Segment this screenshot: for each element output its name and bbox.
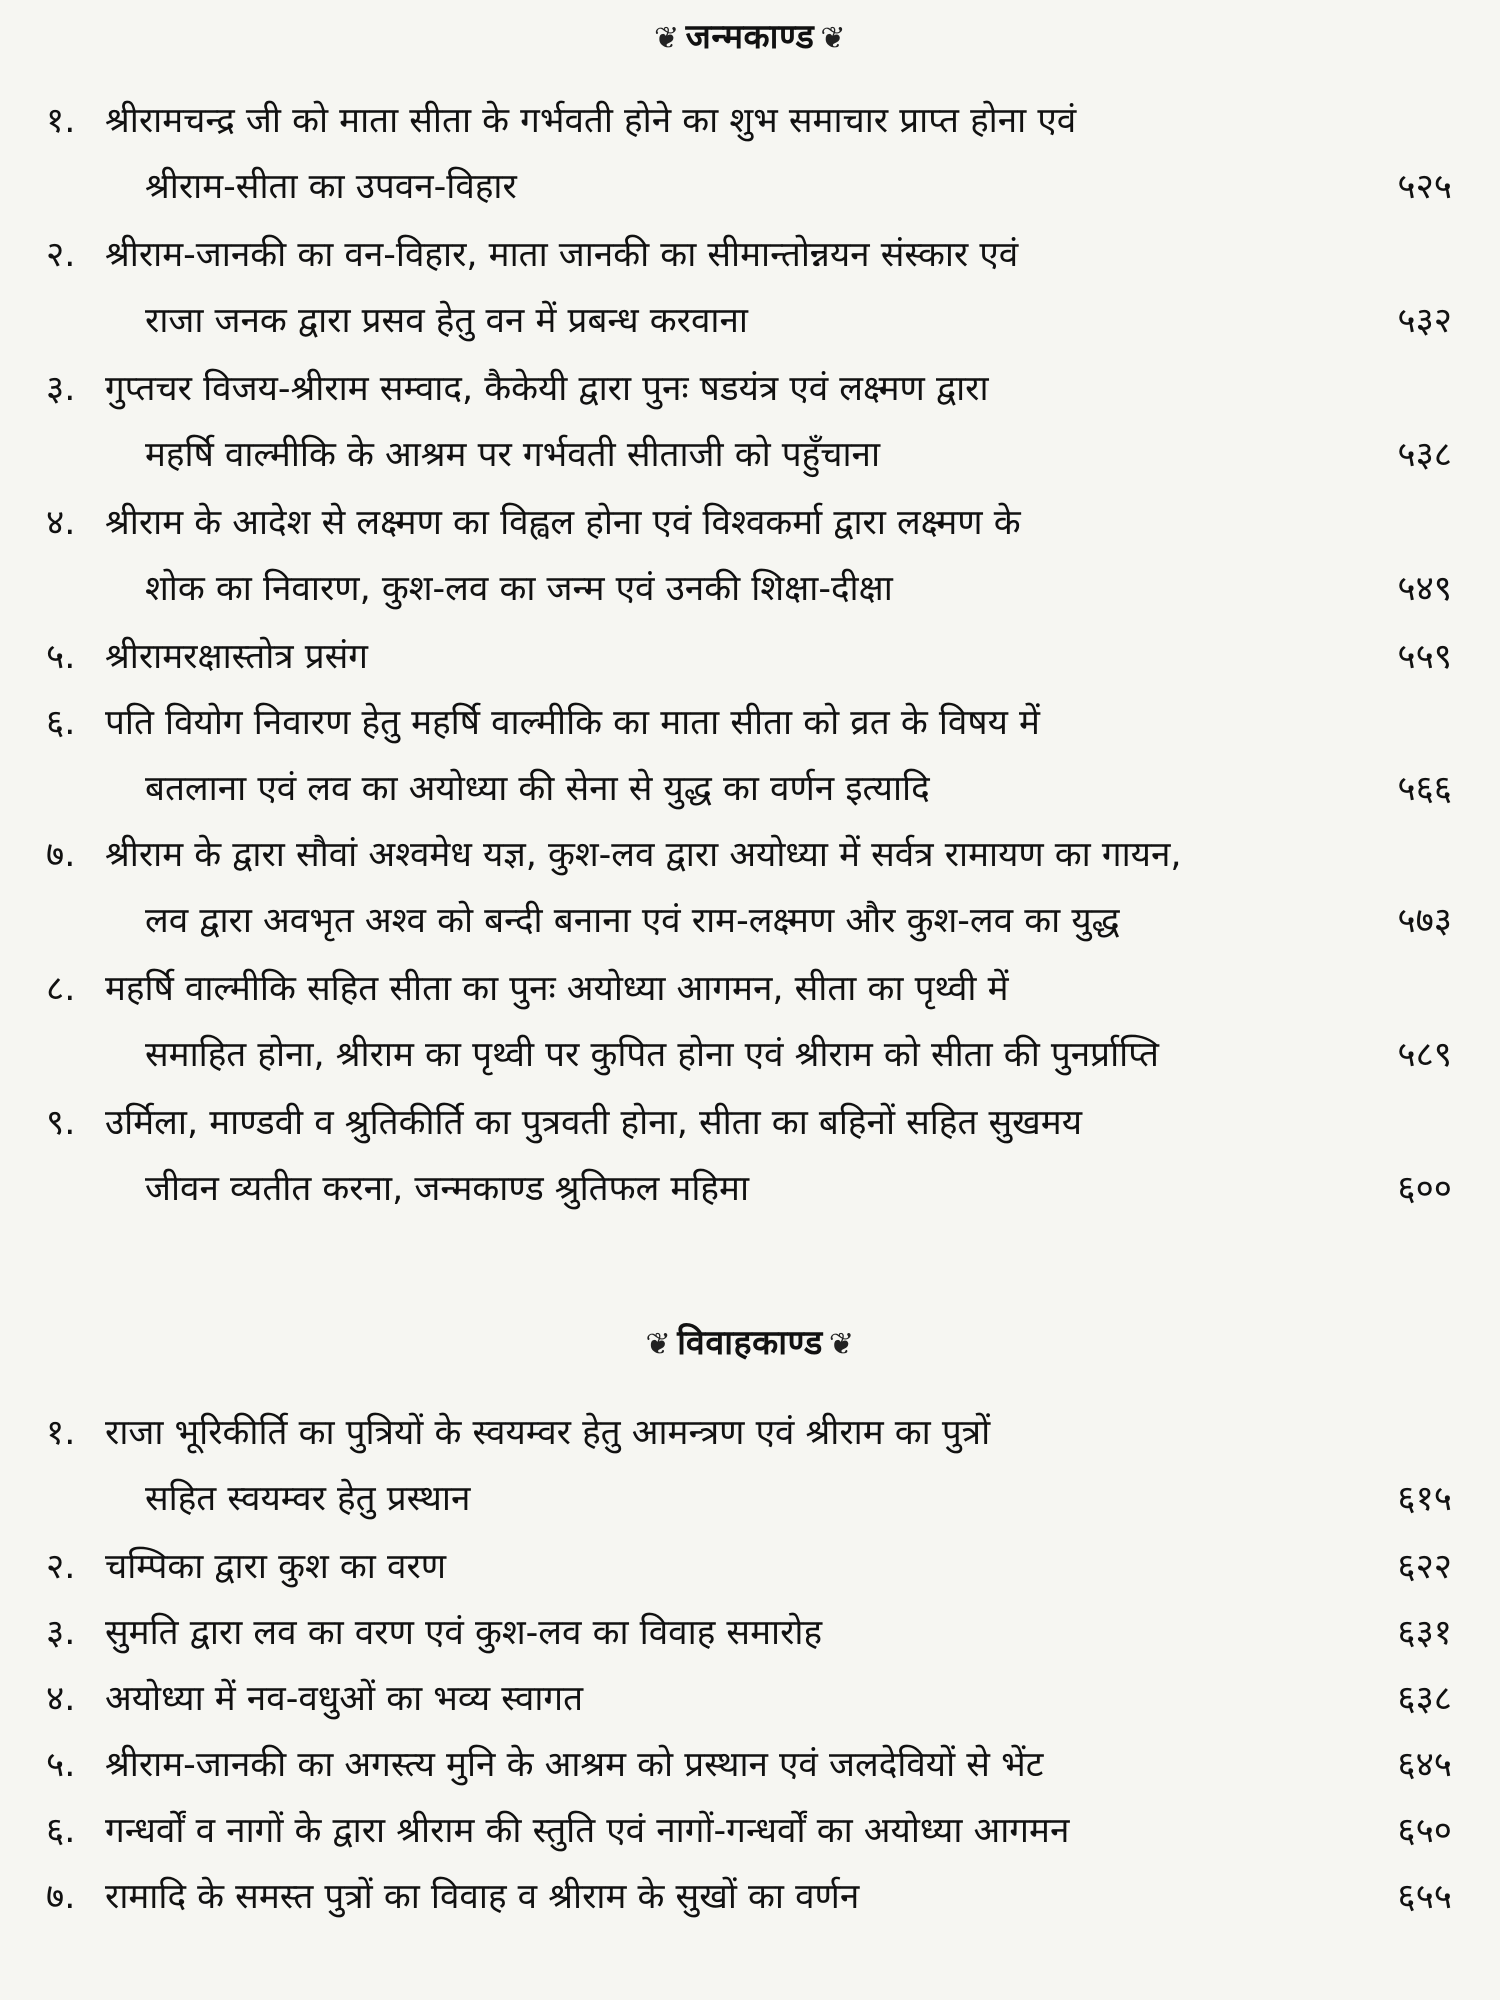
toc-entry[interactable] <box>0 690 1500 822</box>
entry-number: ७. <box>46 835 76 875</box>
entry-title-line-1: रामादि के समस्त पुत्रों का विवाह व श्रीराम के सुखों का वर्णन <box>105 1877 860 1917</box>
entry-number: ७. <box>46 1877 76 1917</box>
ornament-left-icon: ❦ <box>654 21 680 56</box>
entry-title-line-2: शोक का निवारण, कुश-लव का जन्म एवं उनकी शिक्षा-दीक्षा <box>145 569 893 609</box>
entry-number: ४. <box>46 503 76 543</box>
entry-title-line-2: बतलाना एवं लव का अयोध्या की सेना से युद्ध का वर्णन इत्यादि <box>145 769 930 809</box>
entry-number: ६. <box>46 1811 76 1851</box>
toc-entry-line <box>0 1156 1500 1222</box>
entry-page-number: ६३८ <box>1397 1679 1452 1719</box>
entry-number: ३. <box>46 1613 76 1653</box>
entry-number: ५. <box>46 637 76 677</box>
section-title: विवाहकाण्ड <box>677 1323 823 1363</box>
entry-page-number: ६०० <box>1397 1169 1452 1209</box>
toc-entry[interactable] <box>0 88 1500 220</box>
entry-page-number: ५६६ <box>1397 769 1452 809</box>
entry-number: ३. <box>46 369 76 409</box>
entry-title-line-2: महर्षि वाल्मीकि के आश्रम पर गर्भवती सीताजी को पहुँचाना <box>145 435 881 475</box>
ornament-right-icon: ❦ <box>828 1327 855 1362</box>
entry-number: १. <box>46 1413 76 1453</box>
entry-title-line-1: महर्षि वाल्मीकि सहित सीता का पुनः अयोध्या आगमन, सीता का पृथ्वी में <box>105 969 1009 1009</box>
entry-title-line-1: चम्पिका द्वारा कुश का वरण <box>105 1547 447 1587</box>
toc-entry-line <box>0 490 1500 556</box>
entry-page-number: ५५९ <box>1397 637 1452 677</box>
toc-entry-line <box>0 222 1500 288</box>
entry-page-number: ६३१ <box>1397 1613 1452 1653</box>
toc-entry-line <box>0 690 1500 756</box>
entry-title-line-2: सहित स्वयम्वर हेतु प्रस्थान <box>145 1479 471 1519</box>
toc-entry-line <box>0 1666 1500 1732</box>
toc-entry-line <box>0 1600 1500 1666</box>
toc-entry[interactable] <box>0 624 1500 690</box>
entry-number: २. <box>46 235 76 275</box>
entry-page-number: ५३२ <box>1397 301 1452 341</box>
toc-entry-line <box>0 1022 1500 1088</box>
toc-entry[interactable] <box>0 1400 1500 1532</box>
toc-entry-line <box>0 1534 1500 1600</box>
toc-entry[interactable] <box>0 1798 1500 1864</box>
toc-entry[interactable] <box>0 1534 1500 1600</box>
entry-page-number: ६५० <box>1397 1811 1452 1851</box>
ornament-right-icon: ❦ <box>820 21 846 56</box>
toc-entry-line <box>0 1466 1500 1532</box>
entry-number: ६. <box>46 703 76 743</box>
entry-page-number: ६२२ <box>1397 1547 1452 1587</box>
toc-entry[interactable] <box>0 1666 1500 1732</box>
entry-title-line-1: श्रीरामचन्द्र जी को माता सीता के गर्भवती होने का शुभ समाचार प्राप्त होना एवं <box>105 101 1077 141</box>
entry-page-number: ६५५ <box>1397 1877 1452 1917</box>
entry-title-line-2: जीवन व्यतीत करना, जन्मकाण्ड श्रुतिफल महिमा <box>145 1169 750 1209</box>
entry-title-line-1: पति वियोग निवारण हेतु महर्षि वाल्मीकि का माता सीता को व्रत के विषय में <box>105 703 1040 743</box>
toc-entry-line <box>0 154 1500 220</box>
toc-entry[interactable] <box>0 1732 1500 1798</box>
entry-number: १. <box>46 101 76 141</box>
entry-title-line-1: श्रीराम के द्वारा सौवां अश्वमेध यज्ञ, कुश-लव द्वारा अयोध्या में सर्वत्र रामायण का गायन, <box>105 835 1182 875</box>
toc-entry[interactable] <box>0 822 1500 954</box>
toc-entry-line <box>0 888 1500 954</box>
entry-title-line-1: उर्मिला, माण्डवी व श्रुतिकीर्ति का पुत्रवती होना, सीता का बहिनों सहित सुखमय <box>105 1103 1083 1143</box>
entry-number: ४. <box>46 1679 76 1719</box>
entry-title-line-1: सुमति द्वारा लव का वरण एवं कुश-लव का विवाह समारोह <box>105 1613 823 1653</box>
toc-entry-line <box>0 422 1500 488</box>
entry-page-number: ५४९ <box>1397 569 1452 609</box>
entry-page-number: ५८९ <box>1397 1035 1452 1075</box>
entry-page-number: ५२५ <box>1397 167 1452 207</box>
toc-entry[interactable] <box>0 222 1500 354</box>
toc-entry-line <box>0 88 1500 154</box>
section-heading <box>0 1318 1500 1364</box>
toc-entry[interactable] <box>0 1090 1500 1222</box>
entry-title-line-1: अयोध्या में नव-वधुओं का भव्य स्वागत <box>105 1679 584 1719</box>
entry-number: ५. <box>46 1745 76 1785</box>
entry-title-line-1: श्रीराम के आदेश से लक्ष्मण का विह्वल होना एवं विश्वकर्मा द्वारा लक्ष्मण के <box>105 503 1021 543</box>
entry-title-line-2: लव द्वारा अवभृत अश्व को बन्दी बनाना एवं राम-लक्ष्मण और कुश-लव का युद्ध <box>145 901 1120 941</box>
toc-entry-line <box>0 956 1500 1022</box>
toc-entry[interactable] <box>0 1600 1500 1666</box>
toc-entry-line <box>0 1798 1500 1864</box>
entry-title-line-1: श्रीराम-जानकी का वन-विहार, माता जानकी का सीमान्तोन्नयन संस्कार एवं <box>105 235 1019 275</box>
toc-entry[interactable] <box>0 490 1500 622</box>
entry-page-number: ५७३ <box>1397 901 1452 941</box>
entry-title-line-1: गन्धर्वों व नागों के द्वारा श्रीराम की स्तुति एवं नागों-गन्धर्वों का अयोध्या आगमन <box>105 1811 1070 1851</box>
toc-entry-line <box>0 1732 1500 1798</box>
ornament-left-icon: ❦ <box>645 1327 672 1362</box>
toc-entry[interactable] <box>0 356 1500 488</box>
toc-entry-line <box>0 1864 1500 1930</box>
entry-title-line-2: समाहित होना, श्रीराम का पृथ्वी पर कुपित होना एवं श्रीराम को सीता की पुनर्प्राप्ति <box>145 1035 1159 1075</box>
entry-title-line-2: श्रीराम-सीता का उपवन-विहार <box>145 167 517 207</box>
toc-entry[interactable] <box>0 1864 1500 1930</box>
entry-title-line-1: राजा भूरिकीर्ति का पुत्रियों के स्वयम्वर हेतु आमन्त्रण एवं श्रीराम का पुत्रों <box>105 1413 991 1453</box>
entry-number: ९. <box>46 1103 76 1143</box>
toc-entry-line <box>0 822 1500 888</box>
entry-title-line-1: गुप्तचर विजय-श्रीराम सम्वाद, कैकेयी द्वारा पुनः षडयंत्र एवं लक्ष्मण द्वारा <box>105 369 989 409</box>
entry-title-line-1: श्रीराम-जानकी का अगस्त्य मुनि के आश्रम को प्रस्थान एवं जलदेवियों से भेंट <box>105 1745 1044 1785</box>
toc-entry-line <box>0 288 1500 354</box>
entry-page-number: ५३८ <box>1397 435 1452 475</box>
entry-page-number: ६१५ <box>1397 1479 1452 1519</box>
toc-entry-line <box>0 1400 1500 1466</box>
entry-title-line-2: राजा जनक द्वारा प्रसव हेतु वन में प्रबन्ध करवाना <box>145 301 748 341</box>
entry-number: २. <box>46 1547 76 1587</box>
section-heading <box>0 12 1500 58</box>
entry-number: ८. <box>46 969 76 1009</box>
toc-entry-line <box>0 356 1500 422</box>
entry-title-line-1: श्रीरामरक्षास्तोत्र प्रसंग <box>105 637 368 677</box>
entry-page-number: ६४५ <box>1397 1745 1452 1785</box>
section-title: जन्मकाण्ड <box>685 17 815 57</box>
toc-entry-line <box>0 624 1500 690</box>
toc-entry[interactable] <box>0 956 1500 1088</box>
toc-entry-line <box>0 556 1500 622</box>
toc-entry-line <box>0 756 1500 822</box>
toc-entry-line <box>0 1090 1500 1156</box>
